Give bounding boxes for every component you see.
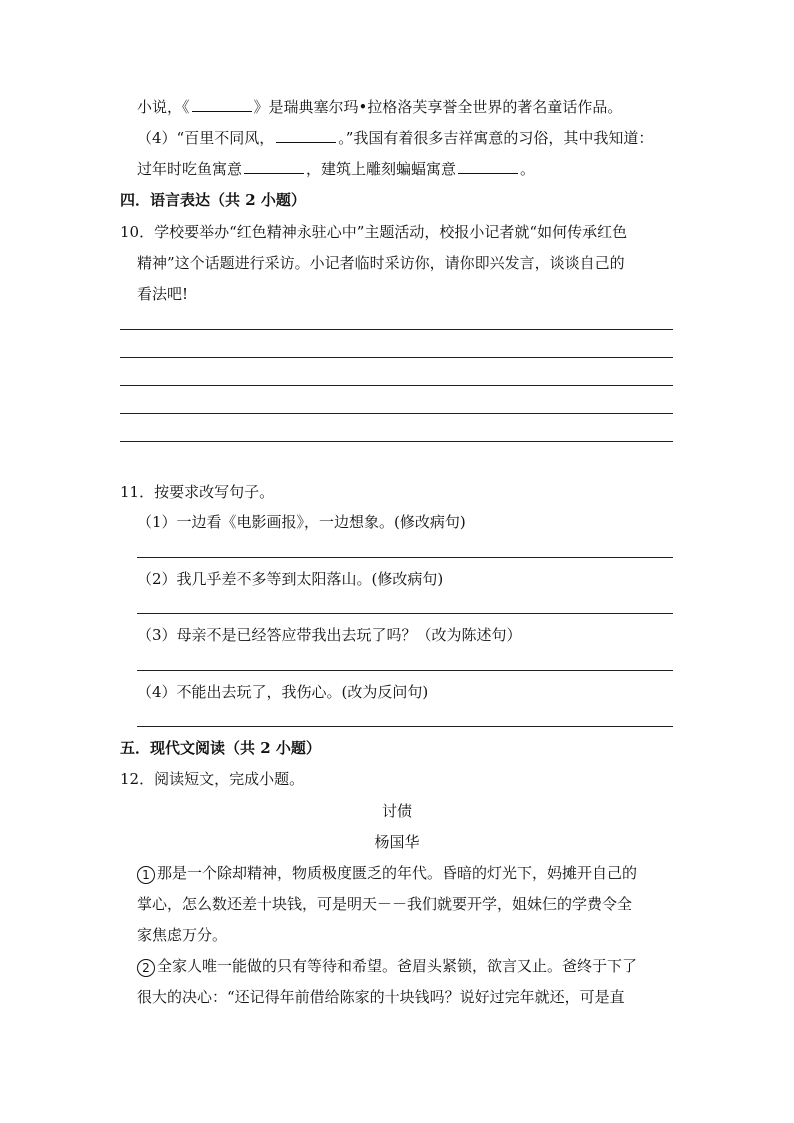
- section-4-heading: 四．语言表达（共 2 小题）: [120, 191, 306, 209]
- paragraph-2-line-2: 很大的决心：“还记得年前借给陈家的十块钱吗？说好过完年就还，可是直: [137, 988, 625, 1006]
- answer-line[interactable]: [137, 613, 673, 614]
- answer-blank[interactable]: [276, 128, 336, 143]
- answer-line[interactable]: [120, 385, 673, 386]
- answer-blank[interactable]: [244, 159, 304, 174]
- q12-stem: 12．阅读短文，完成小题。: [120, 770, 305, 788]
- q11-item-3: （3）母亲不是已经答应带我出去玩了吗？（改为陈述句）: [137, 626, 522, 644]
- q11-item-2: （2）我几乎差不多等到太阳落山。(修改病句): [137, 570, 444, 588]
- paragraph-number: 2: [137, 959, 155, 977]
- paragraph-1-line-1: [137, 863, 637, 884]
- answer-line[interactable]: [120, 329, 673, 330]
- section-5-heading: 五．现代文阅读（共 2 小题）: [120, 739, 321, 757]
- answer-blank[interactable]: [458, 159, 518, 174]
- paragraph-text: 全家人唯一能做的只有等待和希望。爸眉头紧锁，欲言又止。爸终于下了: [157, 957, 638, 975]
- q10-line-1: 10．学校要举办“红色精神永驻心中”主题活动，校报小记者就“如何传承红色: [120, 223, 628, 241]
- q10-line-2: 精神”这个话题进行采访。小记者临时采访你，请你即兴发言，谈谈自己的: [137, 254, 625, 272]
- q9-line-3-before: 过年时吃鱼寓意: [137, 160, 243, 178]
- q9-line-3: [137, 159, 535, 179]
- q9-line-2-after: 。”我国有着很多吉祥寓意的习俗，其中我知道：: [338, 129, 654, 147]
- paragraph-1-line-3: 家焦虑万分。: [137, 926, 228, 944]
- q9-line-3-mid: ，建筑上雕刻蝙蝠寓意: [306, 160, 457, 178]
- q9-line-1-before: 小说，《: [137, 98, 190, 116]
- answer-line[interactable]: [120, 357, 673, 358]
- q9-line-1-after: 》是瑞典塞尔玛•拉格洛芙享誉全世界的著名童话作品。: [253, 98, 623, 116]
- paragraph-text: 那是一个除却精神，物质极度匮乏的年代。昏暗的灯光下，妈摊开自己的: [157, 864, 638, 882]
- passage-author: 杨国华: [374, 833, 420, 851]
- answer-blank[interactable]: [192, 97, 252, 112]
- passage-title: 讨债: [381, 802, 412, 820]
- answer-line[interactable]: [137, 726, 673, 727]
- paragraph-number: 1: [137, 866, 155, 884]
- q9-line-2: [137, 128, 653, 148]
- answer-line[interactable]: [137, 557, 673, 558]
- q9-line-2-before: （4）“百里不同风，: [137, 129, 275, 147]
- answer-line[interactable]: [137, 670, 673, 671]
- q11-stem: 11．按要求改写句子。: [120, 483, 275, 501]
- paragraph-2-line-1: [137, 956, 637, 977]
- q10-line-3: 看法吧!: [137, 285, 189, 303]
- q9-line-1: [137, 97, 622, 117]
- q9-line-3-after: 。: [520, 160, 536, 178]
- answer-line[interactable]: [120, 413, 673, 414]
- answer-line[interactable]: [120, 441, 673, 442]
- q11-item-1: （1）一边看《电影画报》，一边想象。(修改病句): [137, 513, 466, 531]
- paragraph-1-line-2: 掌心，怎么数还差十块钱，可是明天－－我们就要开学，姐妹仨的学费令全: [137, 895, 633, 913]
- q11-item-4: （4）不能出去玩了，我伤心。(改为反问句): [137, 683, 429, 701]
